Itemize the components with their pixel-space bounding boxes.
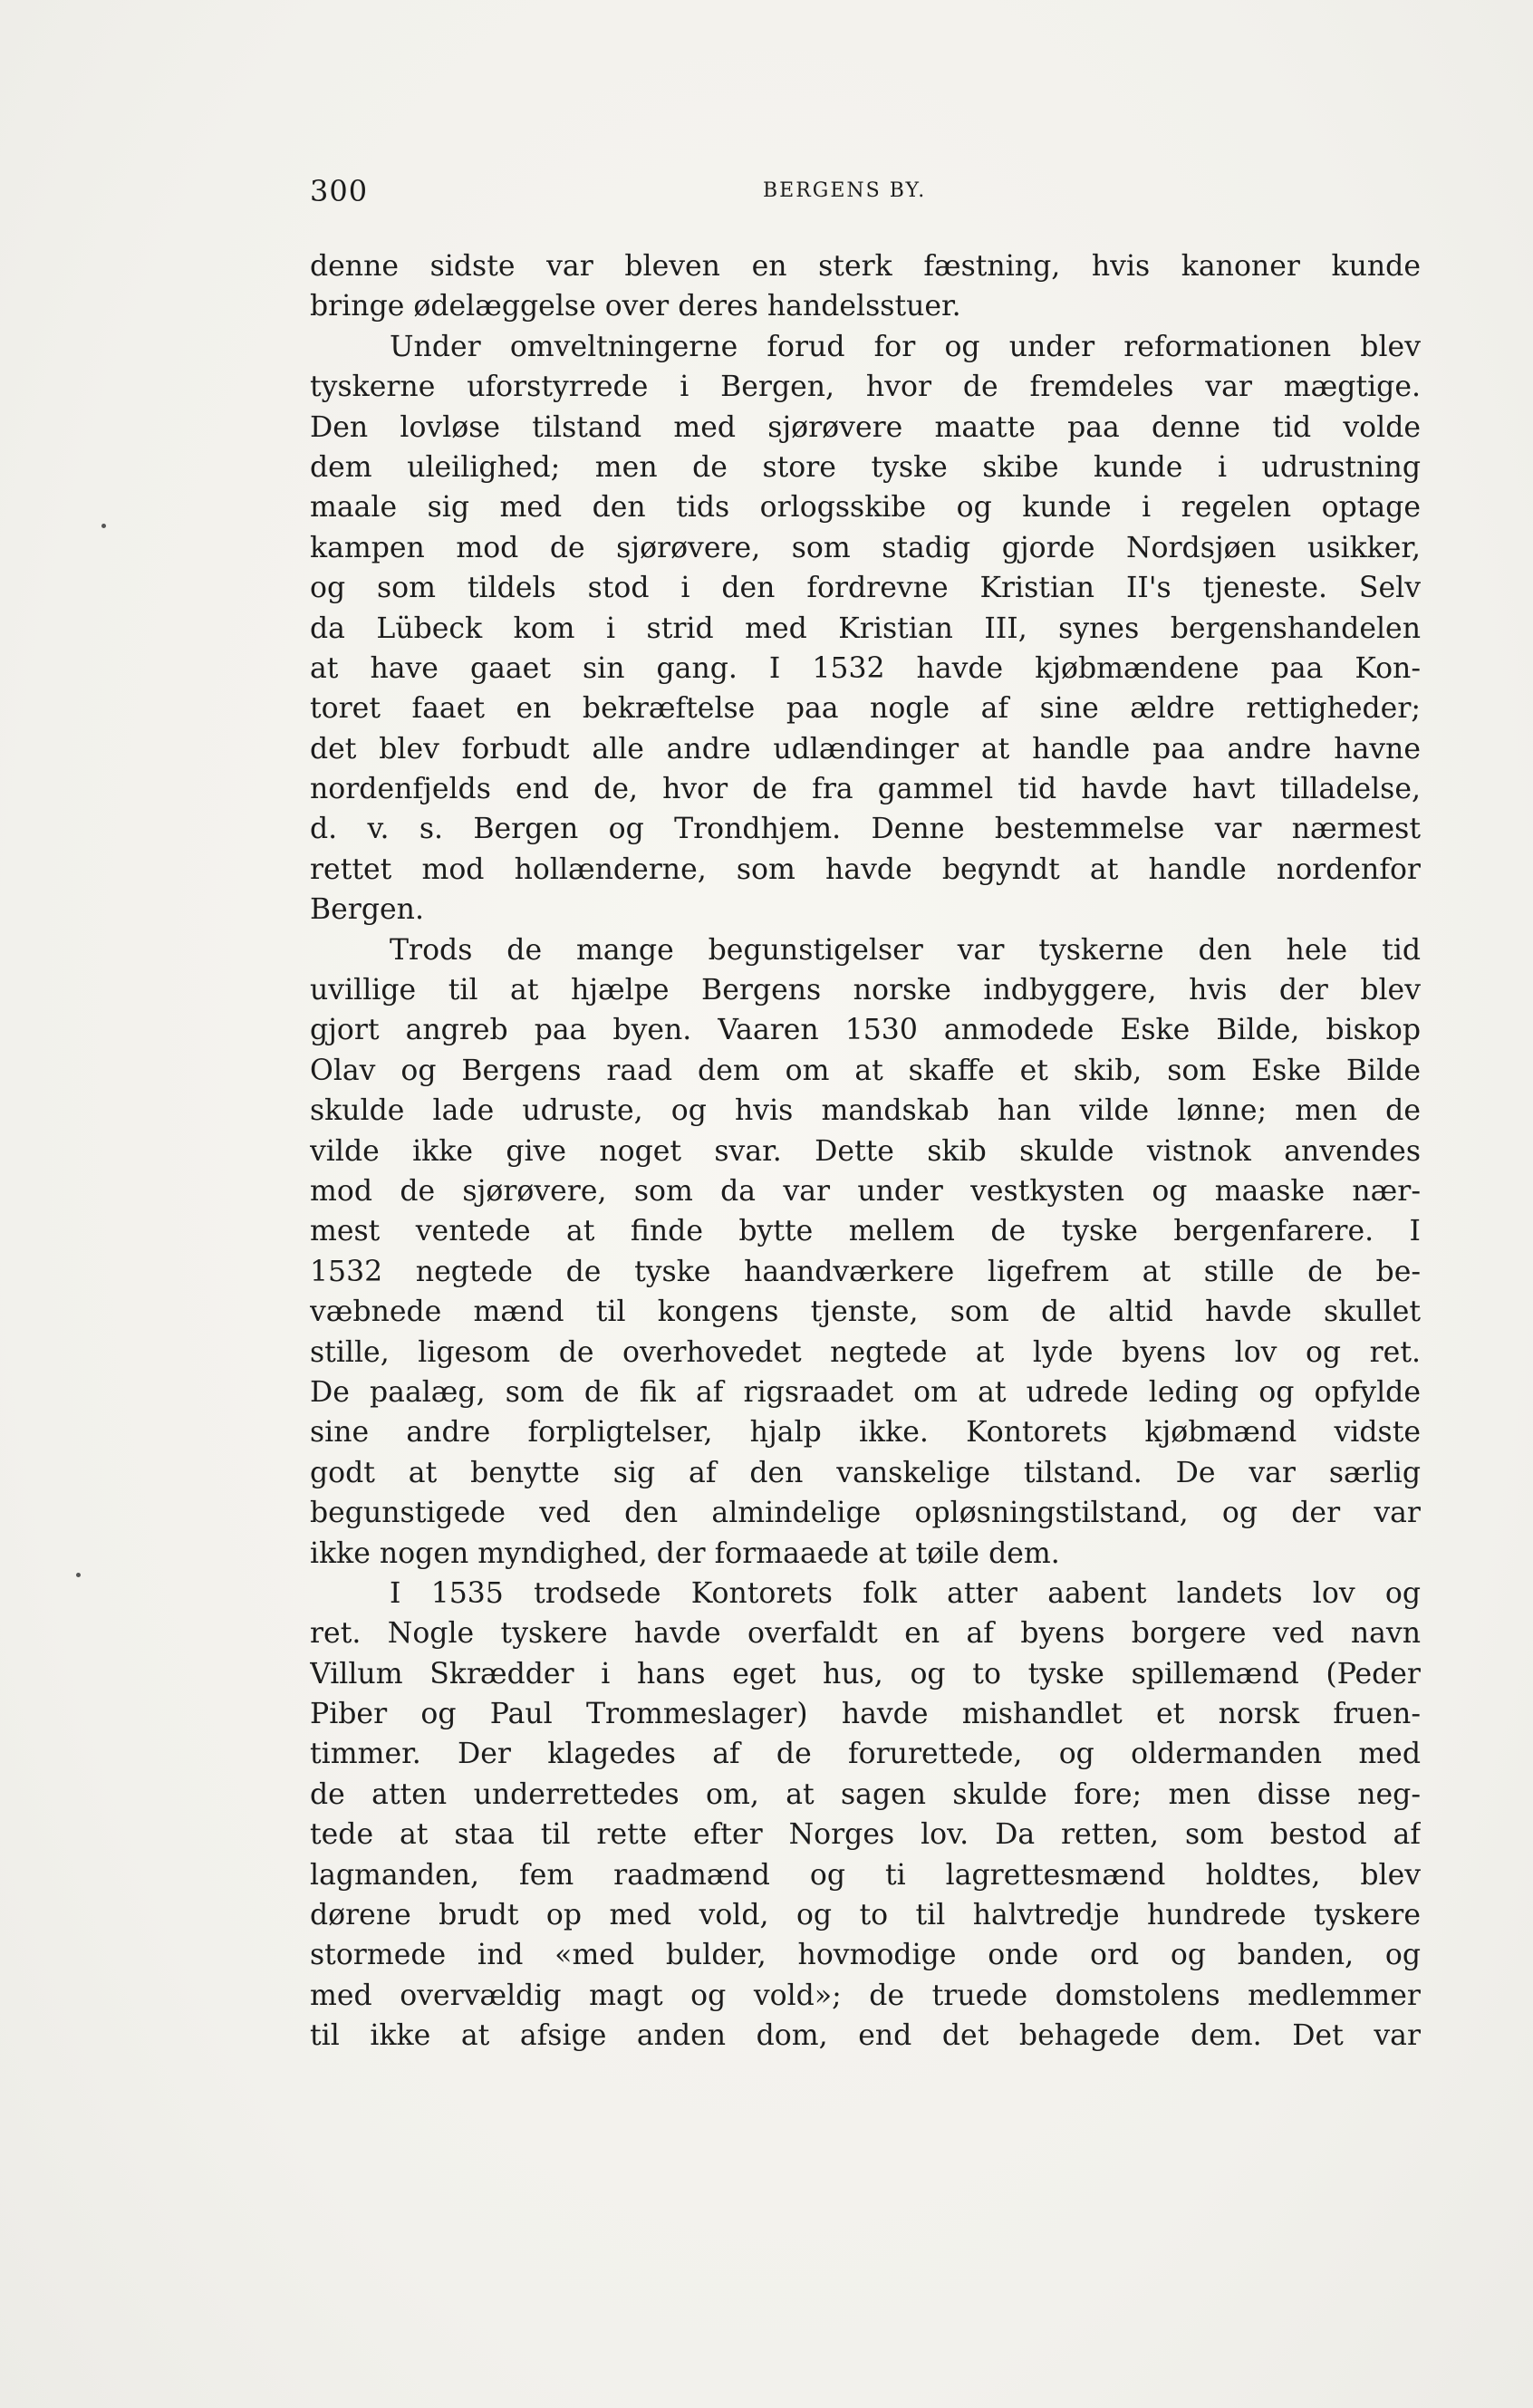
text-line: ret. Nogle tyskere havde overfaldt en af byens borgere ved navn [310, 1617, 1421, 1651]
paper-speck [76, 1573, 81, 1577]
text-line: da Lübeck kom i strid med Kristian III, synes bergenshandelen [310, 612, 1421, 645]
text-line: gjort angreb paa byen. Vaaren 1530 anmodede Eske Bilde, biskop [310, 1014, 1421, 1047]
text-line: De paalæg, som de fik af rigsraadet om at udrede leding og opfylde [310, 1375, 1421, 1409]
text-line: toret faaet en bekræftelse paa nogle af sine ældre rettigheder; [310, 692, 1421, 726]
text-line: 1532 negtede de tyske haandværkere ligefrem at stille de be- [310, 1255, 1421, 1288]
text-line: rettet mod hollænderne, som havde begyndt at handle nordenfor [310, 852, 1421, 886]
text-line: vilde ikke give noget svar. Dette skib skulde vistnok anvendes [310, 1134, 1421, 1168]
text-line: tyskerne uforstyrrede i Bergen, hvor de fremdeles var mægtige. [310, 371, 1421, 404]
text-line: skulde lade udruste, og hvis mandskab han vilde lønne; men de [310, 1094, 1421, 1128]
text-line: lagmanden, fem raadmænd og ti lagrettesmænd holdtes, blev [310, 1858, 1421, 1892]
text-line: at have gaaet sin gang. I 1532 havde kjøbmændene paa Kon- [310, 651, 1421, 685]
text-line: Villum Skrædder i hans eget hus, og to tyske spillemænd (Peder [310, 1657, 1421, 1690]
text-line: Den lovløse tilstand med sjørøvere maatte paa denne tid volde [310, 410, 1421, 444]
text-line: sine andre forpligtelser, hjalp ikke. Kontorets kjøbmænd vidste [310, 1416, 1421, 1450]
text-line: timmer. Der klagedes af de forurettede, og oldermanden med [310, 1738, 1421, 1771]
running-title: BERGENS BY. [763, 179, 927, 202]
text-line: væbnede mænd til kongens tjenste, som de altid havde skullet [310, 1296, 1421, 1329]
text-line: begunstigede ved den almindelige opløsningstilstand, og der var [310, 1497, 1421, 1530]
text-line: d. v. s. Bergen og Trondhjem. Denne bestemmelse var nærmest [310, 813, 1421, 846]
text-line: Olav og Bergens raad dem om at skaffe et skib, som Eske Bilde [310, 1054, 1421, 1087]
text-line: ikke nogen myndighed, der formaaede at tøile dem. [310, 1536, 1060, 1570]
text-line: denne sidste var bleven en sterk fæstning, hvis kanoner kunde [310, 250, 1421, 283]
text-line: tede at staa til rette efter Norges lov. Da retten, som bestod af [310, 1818, 1421, 1852]
text-line: Under omveltningerne forud for og under reformationen blev [390, 330, 1421, 363]
text-line: med overvældig magt og vold»; de truede domstolens medlemmer [310, 1979, 1421, 2012]
body-text [310, 246, 1421, 2056]
text-line: stormede ind «med bulder, hovmodige onde ord og banden, og [310, 1939, 1421, 1972]
text-line: Trods de mange begunstigelser var tyskerne den hele tid [390, 933, 1421, 967]
text-line: mod de sjørøvere, som da var under vestkysten og maaske nær- [310, 1174, 1421, 1208]
text-line: bringe ødelæggelse over deres handelsstuer. [310, 290, 961, 323]
text-line: mest ventede at finde bytte mellem de tyske bergenfarere. I [310, 1215, 1421, 1248]
page-number: 300 [310, 174, 369, 208]
text-line: til ikke at afsige anden dom, end det behagede dem. Det var [310, 2019, 1421, 2053]
text-line: godt at benytte sig af den vanskelige tilstand. De var særlig [310, 1456, 1421, 1489]
text-line: stille, ligesom de overhovedet negtede at lyde byens lov og ret. [310, 1335, 1421, 1369]
text-line: nordenfjelds end de, hvor de fra gammel tid havde havt tilladelse, [310, 773, 1421, 806]
text-line: kampen mod de sjørøvere, som stadig gjorde Nordsjøen usikker, [310, 531, 1421, 564]
text-line: I 1535 trodsede Kontorets folk atter aabent landets lov og [390, 1576, 1421, 1610]
text-line: maale sig med den tids orlogsskibe og kunde i regelen optage [310, 491, 1421, 525]
text-line: dørene brudt op med vold, og to til halvtredje hundrede tyskere [310, 1899, 1421, 1932]
text-line: Bergen. [310, 893, 424, 927]
text-line: de atten underrettedes om, at sagen skulde fore; men disse neg- [310, 1777, 1421, 1811]
text-line: dem uleilighed; men de store tyske skibe kunde i udrustning [310, 450, 1421, 484]
text-line: det blev forbudt alle andre udlændinger at handle paa andre havne [310, 732, 1421, 766]
text-line: uvillige til at hjælpe Bergens norske indbyggere, hvis der blev [310, 974, 1421, 1007]
paper-speck [101, 524, 106, 528]
text-line: Piber og Paul Trommeslager) havde mishandlet et norsk fruen- [310, 1698, 1421, 1731]
text-line: og som tildels stod i den fordrevne Kristian II's tjeneste. Selv [310, 572, 1421, 605]
page-header [310, 174, 1421, 210]
